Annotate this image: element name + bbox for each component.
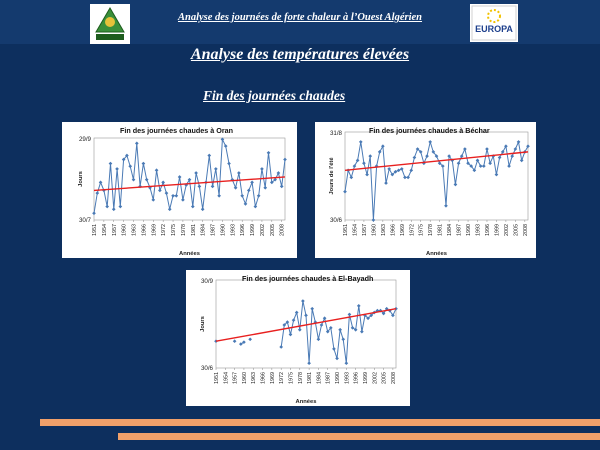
x-tick-label: 1963 xyxy=(380,224,387,236)
x-tick-label: 1981 xyxy=(190,224,197,236)
x-tick-label: 1993 xyxy=(475,224,482,236)
x-tick-label: 1966 xyxy=(260,372,267,384)
x-tick-label: 1987 xyxy=(325,372,332,384)
chart-title: Fin des journées chaudes à El-Bayadh xyxy=(242,274,374,283)
x-tick-label: 1981 xyxy=(437,224,444,236)
y-tick-label: 30/9 xyxy=(200,278,213,285)
y-tick-label: 31/8 xyxy=(329,130,342,137)
x-tick-label: 1984 xyxy=(200,224,207,236)
chart-title: Fin des journées chaudes à Béchar xyxy=(369,126,490,135)
x-tick-label: 1957 xyxy=(111,224,118,236)
europa-logo-graphic xyxy=(470,4,518,42)
plot-area xyxy=(216,280,396,368)
y-tick-label: 30/6 xyxy=(200,365,213,372)
x-tick-label: 1987 xyxy=(456,224,463,236)
x-tick-label: 1951 xyxy=(214,372,220,384)
slide-subtitle: Fin des journées chaudes xyxy=(203,88,346,103)
x-tick-label: 1951 xyxy=(92,224,98,236)
chart-el-bayadh-svg xyxy=(186,270,410,406)
x-tick-label: 1984 xyxy=(447,224,454,236)
decorative-stripe-bottom xyxy=(118,433,600,440)
chart-oran xyxy=(62,122,297,258)
x-tick-label: 1984 xyxy=(316,372,323,384)
x-tick-label: 1960 xyxy=(241,372,248,384)
x-tick-label: 2002 xyxy=(372,372,379,384)
x-tick-label: 1954 xyxy=(352,224,359,236)
europa-logo-text: EUROPA xyxy=(475,24,513,34)
x-tick-label: 1960 xyxy=(371,224,378,236)
x-tick-label: 1969 xyxy=(151,224,158,236)
x-tick-label: 1957 xyxy=(232,372,239,384)
chart-oran-svg xyxy=(62,122,297,258)
x-tick-label: 1966 xyxy=(390,224,397,236)
x-axis-label: Années xyxy=(295,399,317,405)
x-tick-label: 1969 xyxy=(269,372,276,384)
x-tick-label: 1963 xyxy=(251,372,258,384)
x-tick-label: 1954 xyxy=(223,372,230,384)
x-tick-label: 1999 xyxy=(362,372,369,384)
x-axis-label: Années xyxy=(426,251,447,257)
x-tick-label: 1954 xyxy=(101,224,108,236)
crstra-logo xyxy=(90,4,130,44)
x-tick-label: 1996 xyxy=(484,224,491,236)
chart-title: Fin des journées chaudes à Oran xyxy=(120,126,234,135)
x-tick-label: 1975 xyxy=(171,224,178,236)
y-tick-label: 30/7 xyxy=(78,217,91,224)
x-tick-label: 1972 xyxy=(279,372,286,384)
x-tick-label: 1972 xyxy=(161,224,168,236)
y-axis-label: Jours xyxy=(78,171,84,187)
x-tick-label: 2002 xyxy=(503,224,510,236)
x-tick-label: 1999 xyxy=(250,224,257,236)
x-tick-label: 1993 xyxy=(344,372,351,384)
crstra-logo-graphic xyxy=(90,4,130,44)
x-tick-label: 1990 xyxy=(220,224,227,236)
x-tick-label: 1999 xyxy=(494,224,501,236)
y-axis-label: Jours xyxy=(200,316,206,332)
slide-title: Analyse des températures élevées xyxy=(190,46,410,63)
x-tick-label: 1990 xyxy=(466,224,473,236)
chart-el-bayadh xyxy=(186,270,410,406)
europa-logo xyxy=(470,4,518,42)
y-tick-label: 30/6 xyxy=(329,217,342,224)
x-tick-label: 2008 xyxy=(279,224,286,236)
x-tick-label: 1996 xyxy=(353,372,360,384)
x-tick-label: 1975 xyxy=(288,372,295,384)
x-tick-label: 2008 xyxy=(390,372,397,384)
header-title: Analyse des journées de forte chaleur à l’Ouest Algérien xyxy=(177,12,423,23)
x-tick-label: 2002 xyxy=(259,224,266,236)
chart-bechar-svg xyxy=(315,122,536,258)
decorative-stripe-top xyxy=(40,419,600,426)
x-tick-label: 2008 xyxy=(522,224,529,236)
x-tick-label: 1993 xyxy=(230,224,237,236)
x-tick-label: 1981 xyxy=(307,372,314,384)
x-tick-label: 1978 xyxy=(428,224,435,236)
x-tick-label: 1966 xyxy=(141,224,148,236)
x-tick-label: 1978 xyxy=(297,372,304,384)
x-tick-label: 2005 xyxy=(513,224,520,236)
x-tick-label: 1996 xyxy=(240,224,247,236)
y-axis-label: Jours de l'été xyxy=(329,157,335,195)
x-tick-label: 1972 xyxy=(409,224,416,236)
x-tick-label: 1951 xyxy=(343,224,349,236)
x-tick-label: 1969 xyxy=(399,224,406,236)
x-tick-label: 1957 xyxy=(361,224,368,236)
y-tick-label: 29/9 xyxy=(78,136,91,143)
x-tick-label: 1975 xyxy=(418,224,425,236)
x-tick-label: 2005 xyxy=(381,372,388,384)
x-tick-label: 1963 xyxy=(131,224,138,236)
x-tick-label: 1990 xyxy=(335,372,342,384)
x-tick-label: 1978 xyxy=(180,224,187,236)
x-tick-label: 1987 xyxy=(210,224,217,236)
chart-bechar xyxy=(315,122,536,258)
x-axis-label: Années xyxy=(179,251,200,257)
x-tick-label: 2005 xyxy=(269,224,276,236)
x-tick-label: 1960 xyxy=(121,224,128,236)
